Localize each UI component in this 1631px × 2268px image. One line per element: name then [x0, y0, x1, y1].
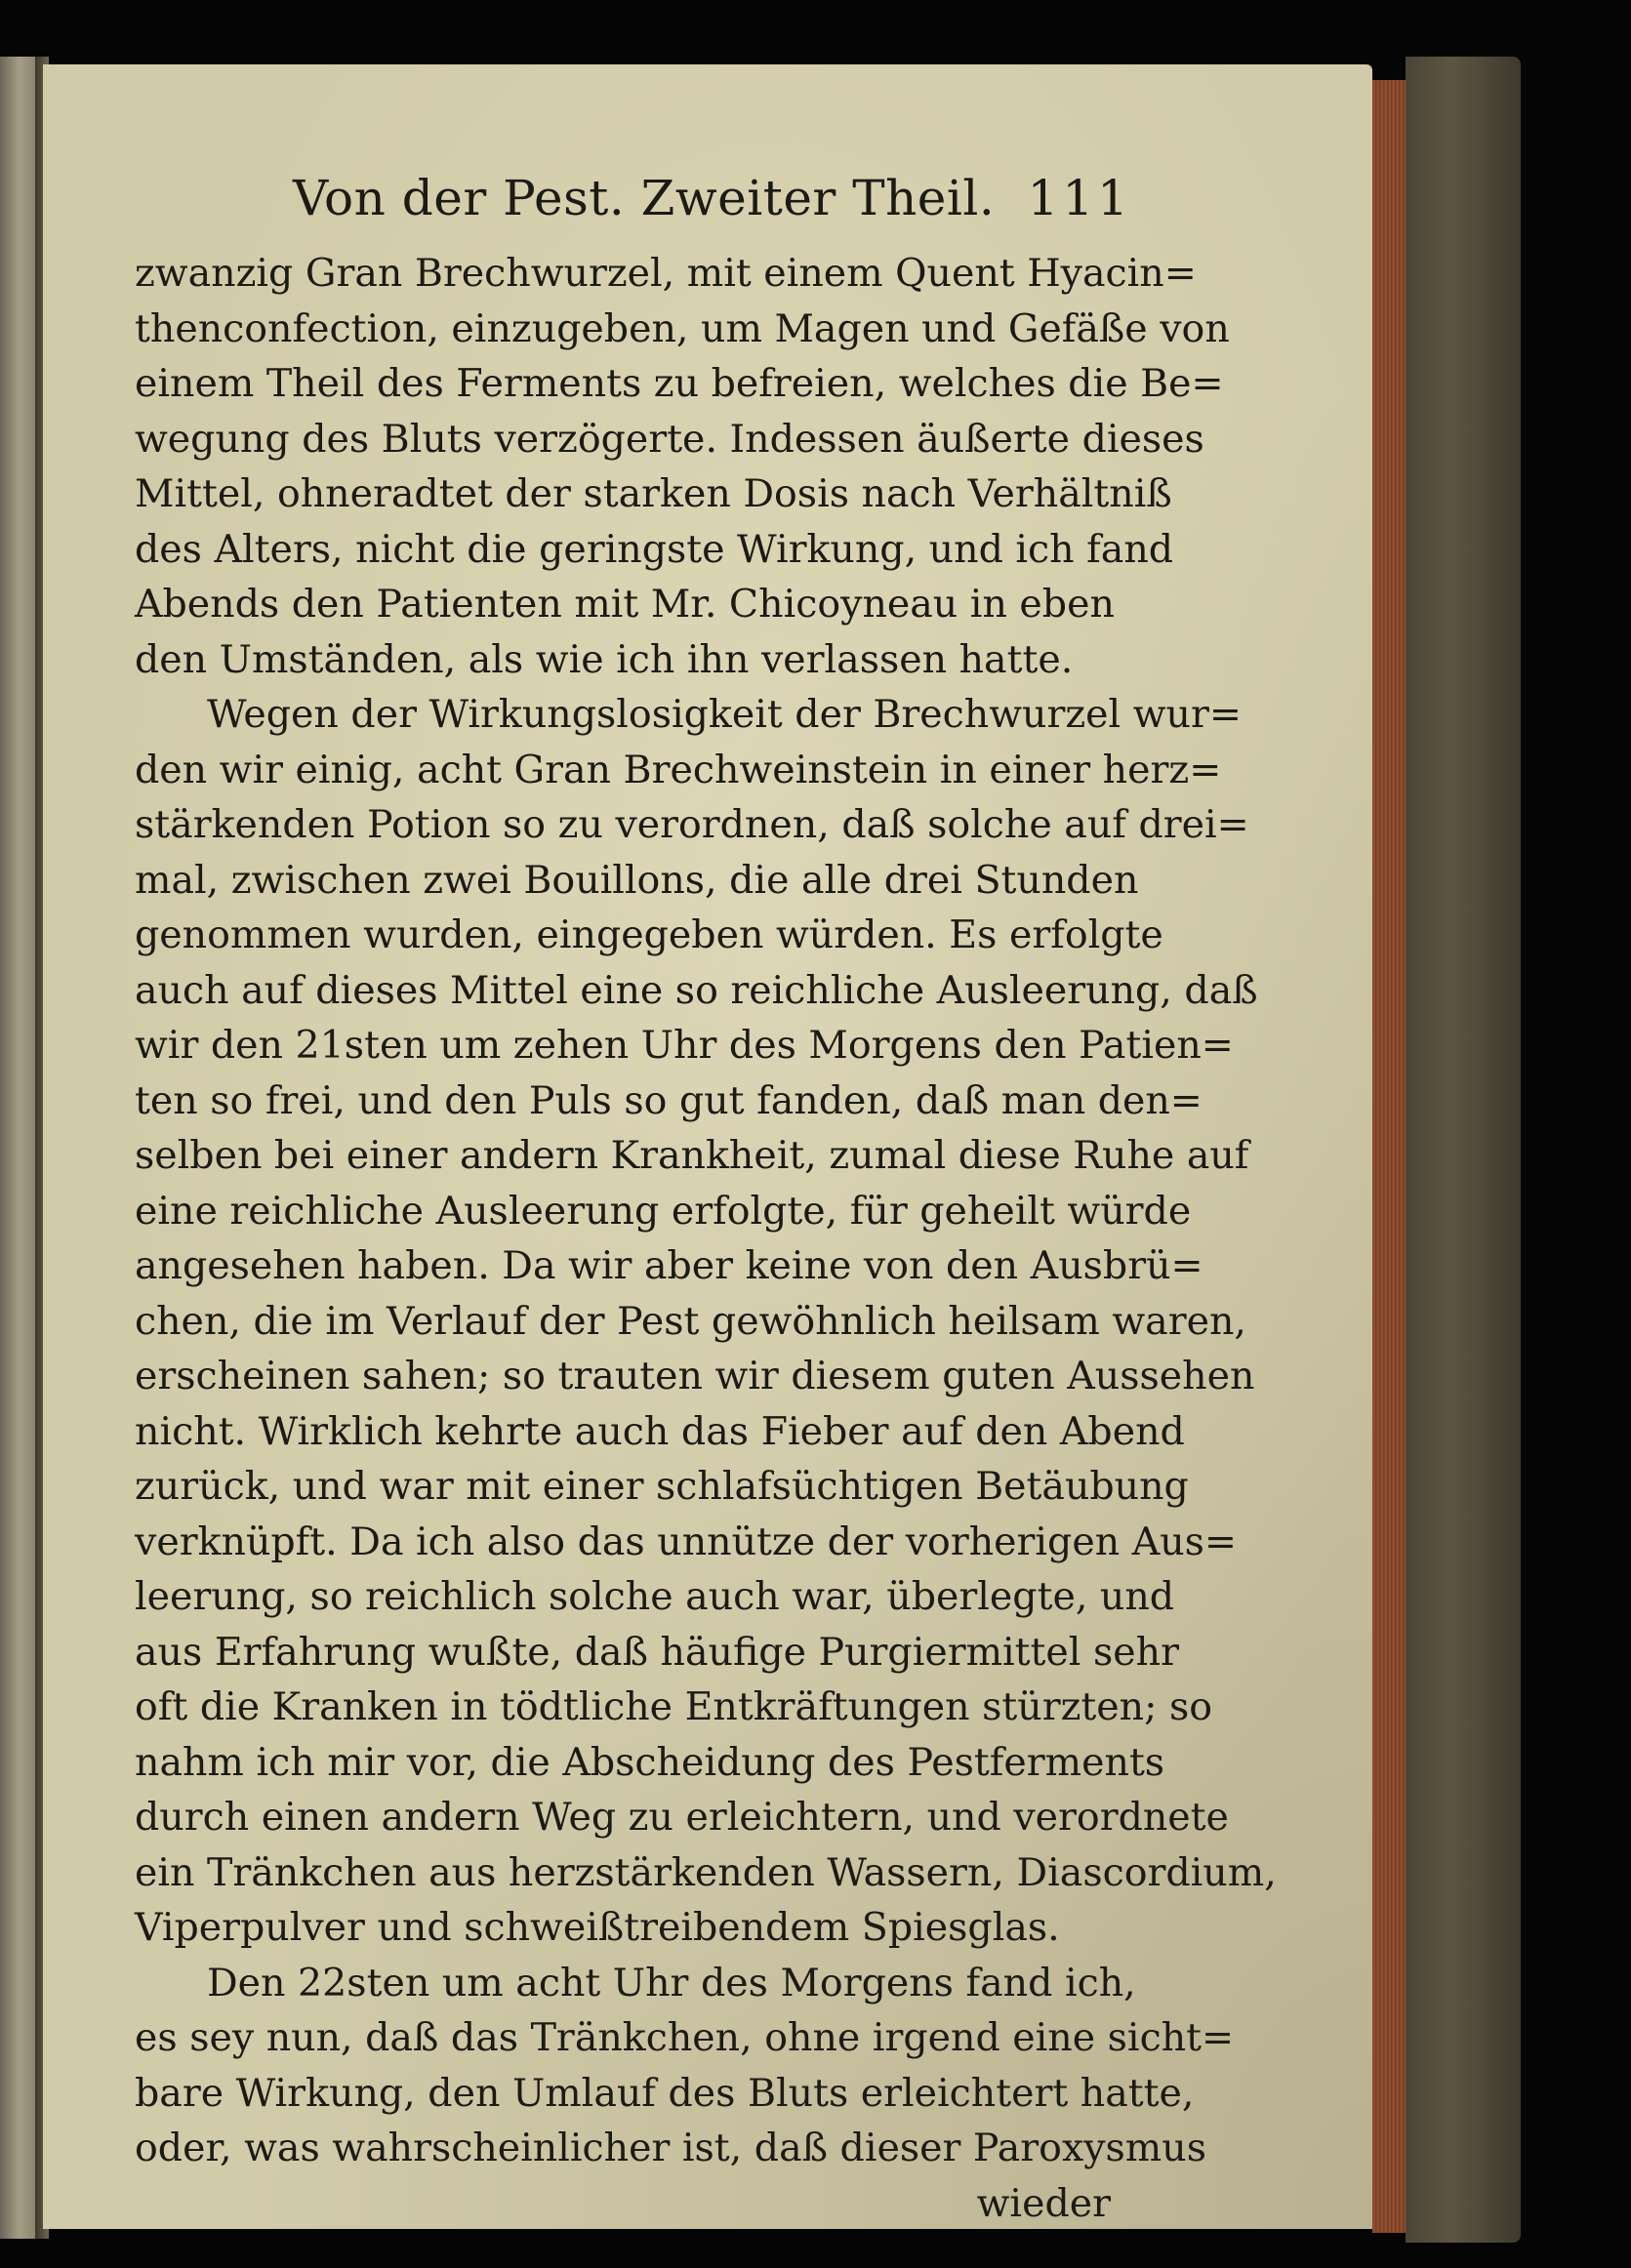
text-line: es sey nun, daß das Tränkchen, ohne irgend eine sicht= — [135, 2015, 1235, 2060]
text-line: oft die Kranken in tödtliche Entkräftungen stürzten; so — [135, 1684, 1212, 1729]
text-line: Mittel, ohneradtet der starken Dosis nach Verhältniß — [135, 471, 1172, 516]
facing-page-edge — [0, 57, 35, 2239]
text-line: zwanzig Gran Brechwurzel, mit einem Quent Hyacin= — [135, 251, 1197, 296]
text-line: wir den 21sten um zehen Uhr des Morgens den Patien= — [135, 1023, 1234, 1068]
text-line: Wegen der Wirkungslosigkeit der Brechwurzel wur= — [207, 692, 1242, 737]
text-line: chen, die im Verlauf der Pest gewöhnlich heilsam waren, — [135, 1298, 1246, 1344]
text-line: den wir einig, acht Gran Brechweinstein in einer herz= — [135, 747, 1222, 792]
paragraph — [135, 246, 1230, 687]
text-line: erscheinen sahen; so trauten wir diesem guten Aussehen — [135, 1354, 1255, 1398]
text-line: zurück, und war mit einer schlafsüchtigen Betäubung — [135, 1464, 1189, 1509]
text-line: auch auf dieses Mittel eine so reichliche Ausleerung, daß — [135, 967, 1258, 1013]
page-block-edge — [1372, 80, 1406, 2233]
book-cover — [1406, 57, 1521, 2243]
page-body — [135, 246, 1277, 2231]
paragraph — [135, 687, 1277, 1956]
text-line: genommen wurden, eingegeben würden. Es erfolgte — [135, 912, 1163, 957]
text-line: oder, was wahrscheinlicher ist, daß dieser Paroxysmus — [135, 2126, 1206, 2170]
text-line: ein Tränkchen aus herzstärkenden Wassern, Diascordium, — [135, 1849, 1277, 1895]
page-number: 111 — [1027, 170, 1132, 226]
running-head: Von der Pest. Zweiter Theil. — [293, 170, 996, 226]
text-line: nahm ich mir vor, die Abscheidung des Pestferments — [135, 1739, 1165, 1785]
catchword: wieder — [976, 2180, 1111, 2226]
text-line: den Umständen, als wie ich ihn verlassen hatte. — [135, 636, 1074, 682]
text-line: stärkenden Potion so zu verordnen, daß solche auf drei= — [135, 802, 1249, 847]
text-line: wegung des Bluts verzögerte. Indessen äußerte dieses — [135, 416, 1204, 462]
text-line: angesehen haben. Da wir aber keine von den Ausbrü= — [135, 1243, 1203, 1288]
text-line: Den 22sten um acht Uhr des Morgens fand ich, — [207, 1960, 1136, 2005]
text-line: ten so frei, und den Puls so gut fanden, daß man den= — [135, 1077, 1203, 1123]
text-line: einem Theil des Ferments zu befreien, welches die Be= — [135, 361, 1224, 406]
paragraph — [135, 1956, 1235, 2176]
text-line: selben bei einer andern Krankheit, zumal diese Ruhe auf — [135, 1133, 1249, 1178]
text-line: Abends den Patienten mit Mr. Chicoyneau in eben — [135, 582, 1115, 627]
page-header — [293, 164, 1132, 232]
text-line: aus Erfahrung wußte, daß häufige Purgiermittel sehr — [135, 1629, 1179, 1675]
text-line: bare Wirkung, den Umlauf des Bluts erleichtert hatte, — [135, 2070, 1195, 2116]
text-line: mal, zwischen zwei Bouillons, die alle drei Stunden — [135, 857, 1139, 903]
text-line: eine reichliche Ausleerung erfolgte, für geheilt würde — [135, 1188, 1192, 1234]
text-line: verknüpft. Da ich also das unnütze der vorherigen Aus= — [135, 1519, 1238, 1564]
text-line: leerung, so reichlich solche auch war, überlegte, und — [135, 1574, 1175, 1619]
text-line: durch einen andern Weg zu erleichtern, und verordnete — [135, 1795, 1229, 1840]
text-line: des Alters, nicht die geringste Wirkung, und ich fand — [135, 526, 1174, 572]
text-line: nicht. Wirklich kehrte auch das Fieber auf den Abend — [135, 1408, 1185, 1454]
text-line: Viperpulver und schweißtreibendem Spiesglas. — [135, 1905, 1060, 1950]
text-line: thenconfection, einzugeben, um Magen und Gefäße von — [135, 305, 1230, 351]
